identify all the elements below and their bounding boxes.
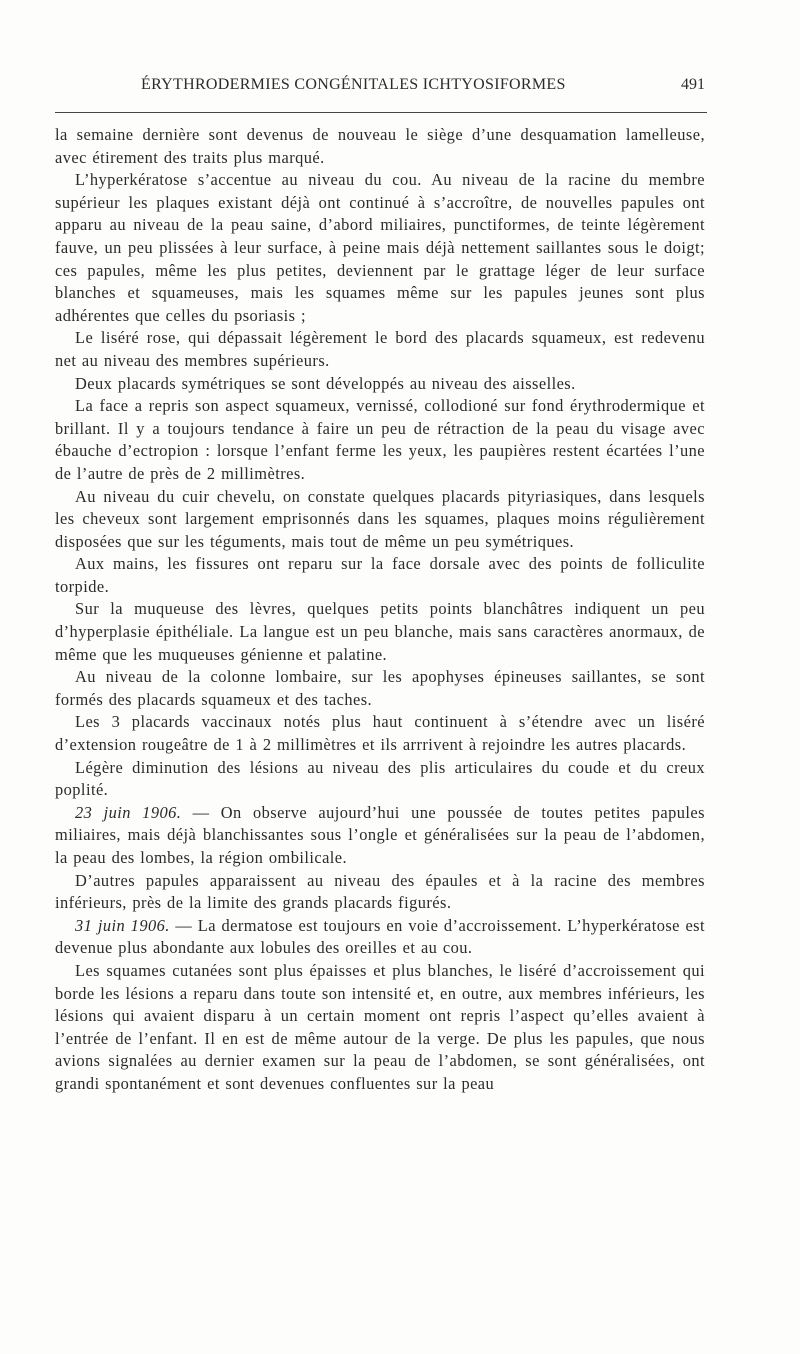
paragraph [55,757,705,802]
paragraph [55,169,705,327]
paragraph [55,373,705,396]
paragraph-text: L’hyperkératose s’accentue au niveau du cou. Au niveau de la racine du membre supérieur les plaques existant déjà ont continué à s’accroître, de nouvelles papules ont apparu au niveau de la peau saine, d’abord miliaires, punctiformes, de teinte légèrement fauve, un peu plissées à leur surface, à peine mais déjà nettement saillantes sous le doigt; ces papules, même les plus petites, deviennent par le grattage léger de leur surface blanches et squameuses, mais les squames même sur les papules jeunes sont plus adhérentes que celles du psoriasis ; [55,170,705,325]
paragraph [55,124,705,169]
paragraph-text: Deux placards symétriques se sont développés au niveau des aisselles. [75,373,576,393]
paragraph [55,666,705,711]
paragraph-text: — On observe aujourd’hui une poussée de toutes petites papules miliaires, mais déjà blanchissantes sous l’ongle et généralisées sur la peau de l’abdomen, la peau des lombes, la région ombilicale. [55,802,705,867]
header-rule [55,112,707,113]
paragraph-text: la semaine dernière sont devenus de nouveau le siège d’une desquamation lamelleuse, avec étirement des traits plus marqué. [55,125,705,167]
paragraph-text: D’autres papules apparaissent au niveau des épaules et à la racine des membres inférieurs, près de la limite des grands placards figurés. [55,870,705,913]
paragraph-text: Légère diminution des lésions au niveau des plis articulaires du coude et du creux poplité. [55,757,705,800]
paragraph [55,486,705,554]
entry-date: 23 juin 1906. [75,802,182,822]
paragraph-text: Les 3 placards vaccinaux notés plus haut continuent à s’étendre avec un liséré d’extension rougeâtre de 1 à 2 millimètres et ils arrrivent à rejoindre les autres placards. [55,712,705,755]
running-head: ÉRYTHRODERMIES CONGÉNITALES ICHTYOSIFORMES [141,76,566,93]
paragraph-text: — La dermatose est toujours en voie d’accroissement. L’hyperkératose est devenue plus abondante aux lobules des oreilles et au cou. [55,915,705,958]
paragraph [55,870,705,915]
paragraph-text: La face a repris son aspect squameux, vernissé, collodioné sur fond érythrodermique et brillant. Il y a toujours tendance à faire un peu de rétraction de la peau du visage avec ébauche d’ectropion : lorsque l’enfant ferme les yeux, les paupières restent écartées l’une de l’autre de près de 2 millimètres. [55,396,705,483]
entry-date: 31 juin 1906. [75,915,170,935]
paragraph [55,960,705,1096]
paragraph-text: Au niveau de la colonne lombaire, sur les apophyses épineuses saillantes, se sont formés des placards squameux et des taches. [55,667,705,709]
paragraph-text: Les squames cutanées sont plus épaisses et plus blanches, le liséré d’accroissement qui borde les lésions a reparu dans toute son intensité et, en outre, aux membres inférieurs, les lésions qui avaient disparu à un certain moment ont repris l’aspect qu’elles avaient à l’entrée de l’enfant. Il en est de même autour de la verge. De plus les papules, que nous avions signalées au dernier examen sur la peau de l’abdomen, se sont généralisées, ont grandi spontanément et sont devenues confluentes sur la peau [55,960,705,1093]
paragraph [55,327,705,372]
paragraph [55,598,705,666]
paragraph-text: Au niveau du cuir chevelu, on constate quelques placards pityriasiques, dans lesquels les cheveux sont largement emprisonnés dans les squames, plaques moins régulièrement disposées que sur les téguments, mais tout de même un peu symétriques. [55,486,705,551]
paragraph [55,711,705,756]
paragraph-text: Sur la muqueuse des lèvres, quelques petits points blanchâtres indiquent un peu d’hyperplasie épithéliale. La langue est un peu blanche, mais sans caractères anormaux, de même que les muqueuses génienne et palatine. [55,599,705,664]
page-number: 491 [681,76,705,93]
paragraph [55,802,705,870]
body-text [55,124,705,1096]
paragraph [55,553,705,598]
page-header [55,76,705,100]
paragraph [55,395,705,485]
paragraph [55,915,705,960]
paragraph-text: Le liséré rose, qui dépassait légèrement le bord des placards squameux, est redevenu net au niveau des membres supérieurs. [55,328,705,370]
paragraph-text: Aux mains, les fissures ont reparu sur la face dorsale avec des points de folliculite torpide. [55,554,705,596]
